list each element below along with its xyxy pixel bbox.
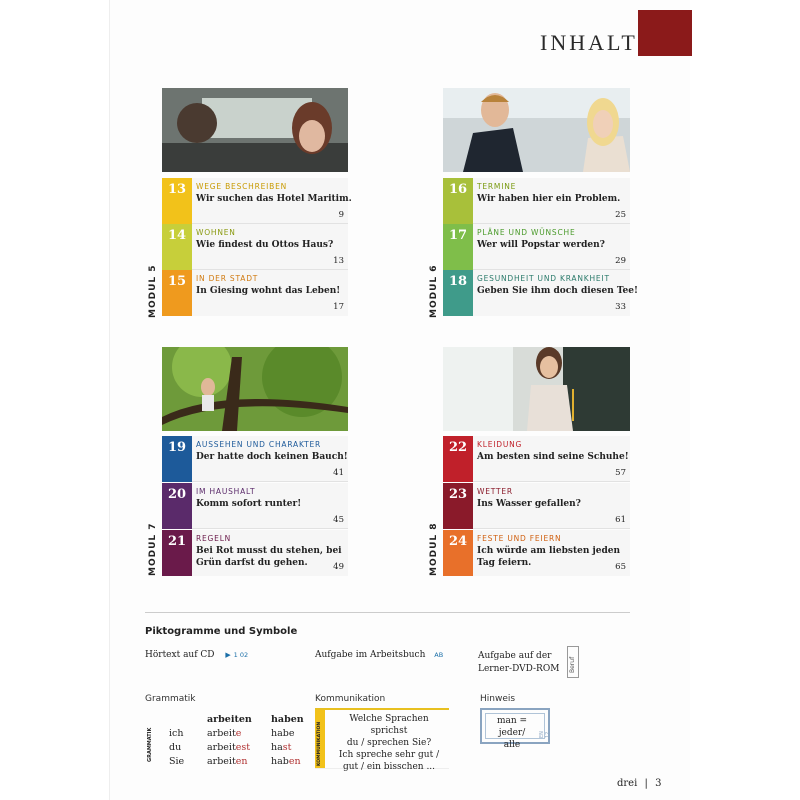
lesson-title: Der hatte doch keinen Bauch! <box>196 452 348 462</box>
lesson-page: 9 <box>338 210 344 220</box>
cd-reference: 1 02 <box>233 651 249 659</box>
lesson-number: 24 <box>443 530 473 576</box>
table-row <box>147 742 310 754</box>
play-icon: ▶ <box>225 651 231 659</box>
hinweis-box <box>480 708 551 750</box>
legend-arbeitsbuch <box>315 650 443 660</box>
lesson-title: Wie findest du Ottos Haus? <box>196 240 334 250</box>
lesson-page: 17 <box>333 302 344 312</box>
lesson-number: 19 <box>162 436 192 482</box>
lesson-page: 61 <box>615 515 626 525</box>
lesson-title: Komm sofort runter! <box>196 499 302 509</box>
page-footer: drei | 3 <box>617 778 662 789</box>
grammar-header: haben <box>271 714 304 725</box>
legend-divider <box>145 612 630 613</box>
komm-line: gut / ein bisschen ... <box>342 762 436 772</box>
lesson-category: WOHNEN <box>196 228 236 237</box>
lesson-title: Am besten sind seine Schuhe! <box>477 452 629 462</box>
lesson-number: 22 <box>443 436 473 482</box>
lesson-category: WETTER <box>477 487 513 496</box>
page-title: INHALT <box>540 30 638 55</box>
lesson-14[interactable] <box>162 224 348 270</box>
lesson-title: Wer will Popstar werden? <box>477 240 605 250</box>
lesson-21[interactable] <box>162 530 348 576</box>
lesson-category: GESUNDHEIT UND KRANKHEIT <box>477 274 610 283</box>
grammar-pronoun: Sie <box>169 756 185 767</box>
lesson-18[interactable] <box>443 270 638 316</box>
lesson-category: AUSSEHEN UND CHARAKTER <box>196 440 322 449</box>
lesson-category: TERMINE <box>477 182 517 191</box>
grammar-pronoun: du <box>169 742 182 753</box>
lesson-category: WEGE BESCHREIBEN <box>196 182 288 191</box>
photo-couple <box>443 88 630 172</box>
lesson-13[interactable] <box>162 178 352 224</box>
kommunikation-text <box>333 713 445 773</box>
grammar-stem: arbeit <box>207 742 236 753</box>
modul-label: MODUL 5 <box>148 264 158 318</box>
lesson-category: REGELN <box>196 534 232 543</box>
modul-label: MODUL 8 <box>429 522 439 576</box>
modul-label: MODUL 7 <box>148 522 158 576</box>
lesson-19[interactable] <box>162 436 348 482</box>
modul-label: MODUL 6 <box>429 264 439 318</box>
lesson-category: FESTE UND FEIERN <box>477 534 562 543</box>
hinweis-text <box>488 715 536 751</box>
lesson-17[interactable] <box>443 224 630 270</box>
grammar-header <box>169 714 205 726</box>
grammar-ending: est <box>235 742 251 753</box>
dvd-label-line2: Lerner-DVD-ROM <box>478 664 560 674</box>
grammar-ending: st <box>282 742 292 753</box>
lesson-page: 57 <box>615 468 626 478</box>
lesson-number: 16 <box>443 178 473 224</box>
legend-title: Piktogramme und Symbole <box>145 626 298 637</box>
arbeitsbuch-label: Aufgabe im Arbeitsbuch <box>315 650 426 660</box>
grammar-pronoun: ich <box>169 728 184 739</box>
lesson-number: 20 <box>162 483 192 529</box>
grammar-ending: e <box>235 728 242 739</box>
kommunikation-side-label: KOMMUNIKATION <box>317 721 322 766</box>
lesson-page: 65 <box>615 562 626 572</box>
lesson-number: 14 <box>162 224 192 270</box>
dvd-tag: Beruf <box>569 656 576 673</box>
grammar-stem: arbeit <box>207 756 236 767</box>
lesson-23[interactable] <box>443 483 630 529</box>
lesson-page: 45 <box>333 515 344 525</box>
photo-woman <box>443 347 630 431</box>
lesson-page: 33 <box>615 302 626 312</box>
lesson-number: 17 <box>443 224 473 270</box>
lesson-title: Wir haben hier ein Problem. <box>477 194 621 204</box>
komm-line: Welche Sprachen sprichst <box>349 714 429 736</box>
table-row <box>147 728 310 740</box>
lesson-title: Ich würde am liebsten jeden <box>477 546 621 556</box>
lesson-title-line2: Tag feiern. <box>477 558 532 568</box>
lesson-number: 21 <box>162 530 192 576</box>
kommunikation-heading: Kommunikation <box>315 694 386 704</box>
grammatik-heading: Grammatik <box>145 694 196 704</box>
lesson-22[interactable] <box>443 436 630 482</box>
lesson-page: 29 <box>615 256 626 266</box>
photo-tree <box>162 347 348 431</box>
title-bar <box>638 10 692 56</box>
dvd-tag-box <box>567 646 579 678</box>
legend-hoertext <box>145 650 248 660</box>
hinweis-heading: Hinweis <box>480 694 516 704</box>
lesson-page: 49 <box>333 562 344 572</box>
lesson-category: IN DER STADT <box>196 274 259 283</box>
grammar-stem: hab <box>271 756 289 767</box>
hinweis-line: alle <box>503 740 521 750</box>
lesson-16[interactable] <box>443 178 630 224</box>
komm-line: Ich spreche sehr gut / <box>338 750 440 760</box>
lesson-category: IM HAUSHALT <box>196 487 256 496</box>
grammar-ending: en <box>288 756 301 767</box>
lesson-number: 18 <box>443 270 473 316</box>
lesson-title-line2: Grün darfst du gehen. <box>196 558 308 568</box>
lesson-category: PLÄNE UND WÜNSCHE <box>477 228 576 237</box>
kommunikation-box <box>315 708 449 772</box>
lesson-15[interactable] <box>162 270 348 316</box>
photo-car <box>162 88 348 172</box>
lesson-number: 13 <box>162 178 192 224</box>
lesson-title: Ins Wasser gefallen? <box>477 499 581 509</box>
dvd-label-line1: Aufgabe auf der <box>478 651 552 661</box>
lesson-number: 15 <box>162 270 192 316</box>
lesson-page: 25 <box>615 210 626 220</box>
grammatik-side-label: GRAMMATIK <box>147 727 153 762</box>
grammar-ending: en <box>235 756 248 767</box>
legend-dvd <box>478 650 559 676</box>
hinweis-tag: EN 12 <box>539 731 551 738</box>
lesson-title: Bei Rot musst du stehen, bei <box>196 546 342 556</box>
grammar-stem: ha <box>271 742 283 753</box>
lesson-category: KLEIDUNG <box>477 440 523 449</box>
lesson-24[interactable] <box>443 530 630 576</box>
grammar-header: arbeiten <box>207 714 252 725</box>
hinweis-line: man = jeder/ <box>496 716 528 738</box>
grammar-stem: arbeit <box>207 728 236 739</box>
footer-label: drei <box>617 778 638 789</box>
table-row <box>147 756 310 768</box>
komm-line: du / sprechen Sie? <box>346 738 432 748</box>
ab-tag: AB <box>434 651 444 659</box>
lesson-title: Wir suchen das Hotel Maritim. <box>196 194 352 204</box>
grammar-table <box>145 712 312 770</box>
lesson-page: 41 <box>333 468 344 478</box>
page-number: 3 <box>655 778 662 789</box>
lesson-title: In Giesing wohnt das Leben! <box>196 286 341 296</box>
lesson-page: 13 <box>333 256 344 266</box>
grammar-stem: habe <box>271 728 295 739</box>
lesson-20[interactable] <box>162 483 348 529</box>
lesson-title: Geben Sie ihm doch diesen Tee! <box>477 286 638 296</box>
hoertext-label: Hörtext auf CD <box>145 650 215 660</box>
lesson-number: 23 <box>443 483 473 529</box>
